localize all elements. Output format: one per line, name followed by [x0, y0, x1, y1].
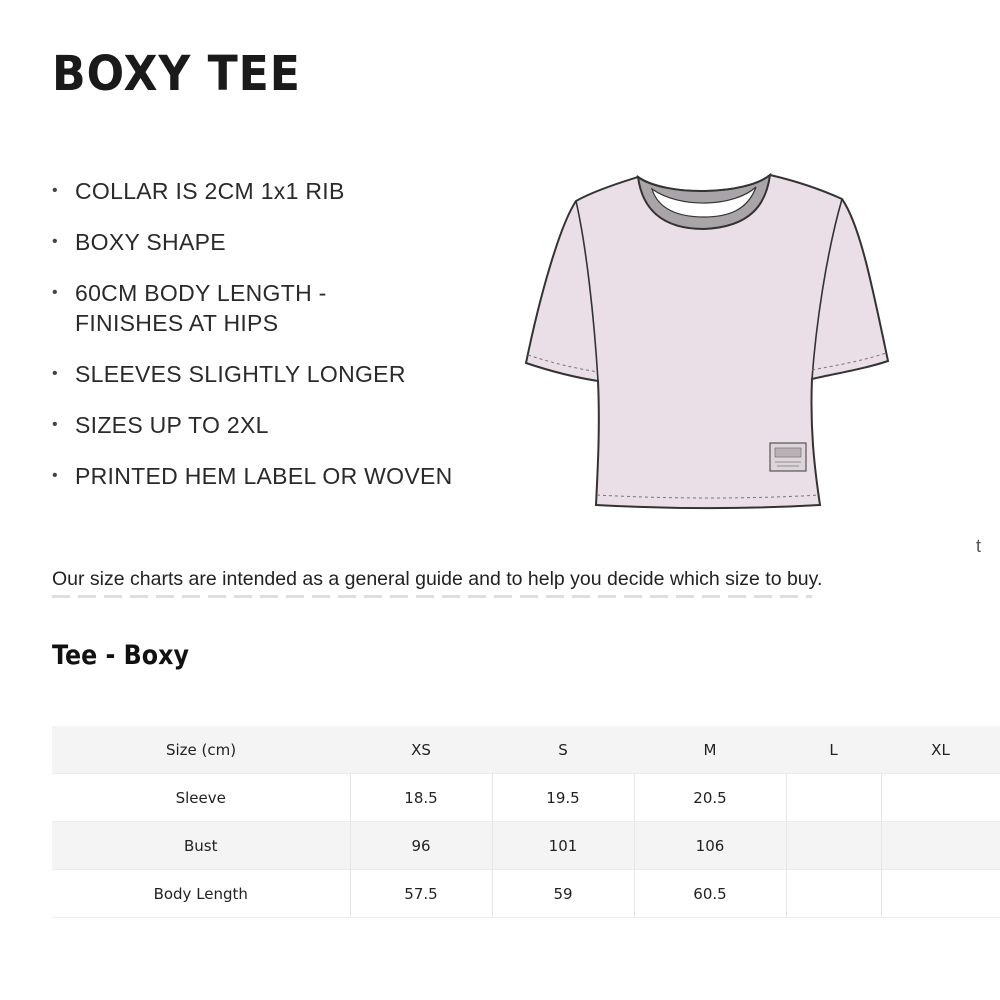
table-row: [52, 822, 1000, 870]
stray-text: t: [976, 536, 982, 556]
size-chart-title: Tee - Boxy: [52, 640, 189, 671]
feature-item: • COLLAR IS 2CM 1x1 RIB: [52, 178, 345, 204]
row-label: Body Length: [52, 870, 350, 918]
table-cell: 59: [492, 870, 634, 918]
bullet-icon: •: [52, 416, 58, 433]
table-header-cell: Size (cm): [52, 726, 350, 774]
feature-item: • SIZES UP TO 2XL: [52, 412, 269, 438]
table-header-cell: S: [492, 726, 634, 774]
table-cell: 96: [350, 822, 492, 870]
bullet-icon: •: [52, 182, 58, 199]
table-cell: [786, 774, 881, 822]
table-cell: [786, 870, 881, 918]
table-cell: 106: [634, 822, 786, 870]
tshirt-illustration: [520, 165, 895, 517]
table-header-cell: L: [786, 726, 881, 774]
table-row: [52, 774, 1000, 822]
feature-item: • BOXY SHAPE: [52, 229, 226, 255]
table-header-cell: XL: [881, 726, 1000, 774]
table-cell: [881, 822, 1000, 870]
table-cell: 19.5: [492, 774, 634, 822]
table-header-cell: XS: [350, 726, 492, 774]
feature-list: [52, 176, 492, 512]
table-cell: 101: [492, 822, 634, 870]
table-cell: [881, 774, 1000, 822]
row-label: Sleeve: [52, 774, 350, 822]
size-guide-intro: Our size charts are intended as a general guide and to help you decide which size to buy.: [52, 568, 823, 590]
bullet-icon: •: [52, 467, 58, 484]
bullet-icon: •: [52, 365, 58, 382]
truncated-text-line: [52, 591, 812, 599]
table-cell: 18.5: [350, 774, 492, 822]
feature-item: • 60CM BODY LENGTH - FINISHES AT HIPS: [52, 280, 327, 336]
page-title: BOXY TEE: [52, 46, 301, 102]
feature-item: • PRINTED HEM LABEL OR WOVEN: [52, 463, 453, 489]
table-cell: [881, 870, 1000, 918]
bullet-icon: •: [52, 284, 58, 301]
table-cell: [786, 822, 881, 870]
table-cell: 57.5: [350, 870, 492, 918]
table-cell: 20.5: [634, 774, 786, 822]
table-header-row: [52, 726, 1000, 774]
bullet-icon: •: [52, 233, 58, 250]
row-label: Bust: [52, 822, 350, 870]
table-cell: 60.5: [634, 870, 786, 918]
feature-item: • SLEEVES SLIGHTLY LONGER: [52, 361, 406, 387]
table-row: [52, 870, 1000, 918]
table-header-cell: M: [634, 726, 786, 774]
size-chart-table: [52, 726, 1000, 918]
